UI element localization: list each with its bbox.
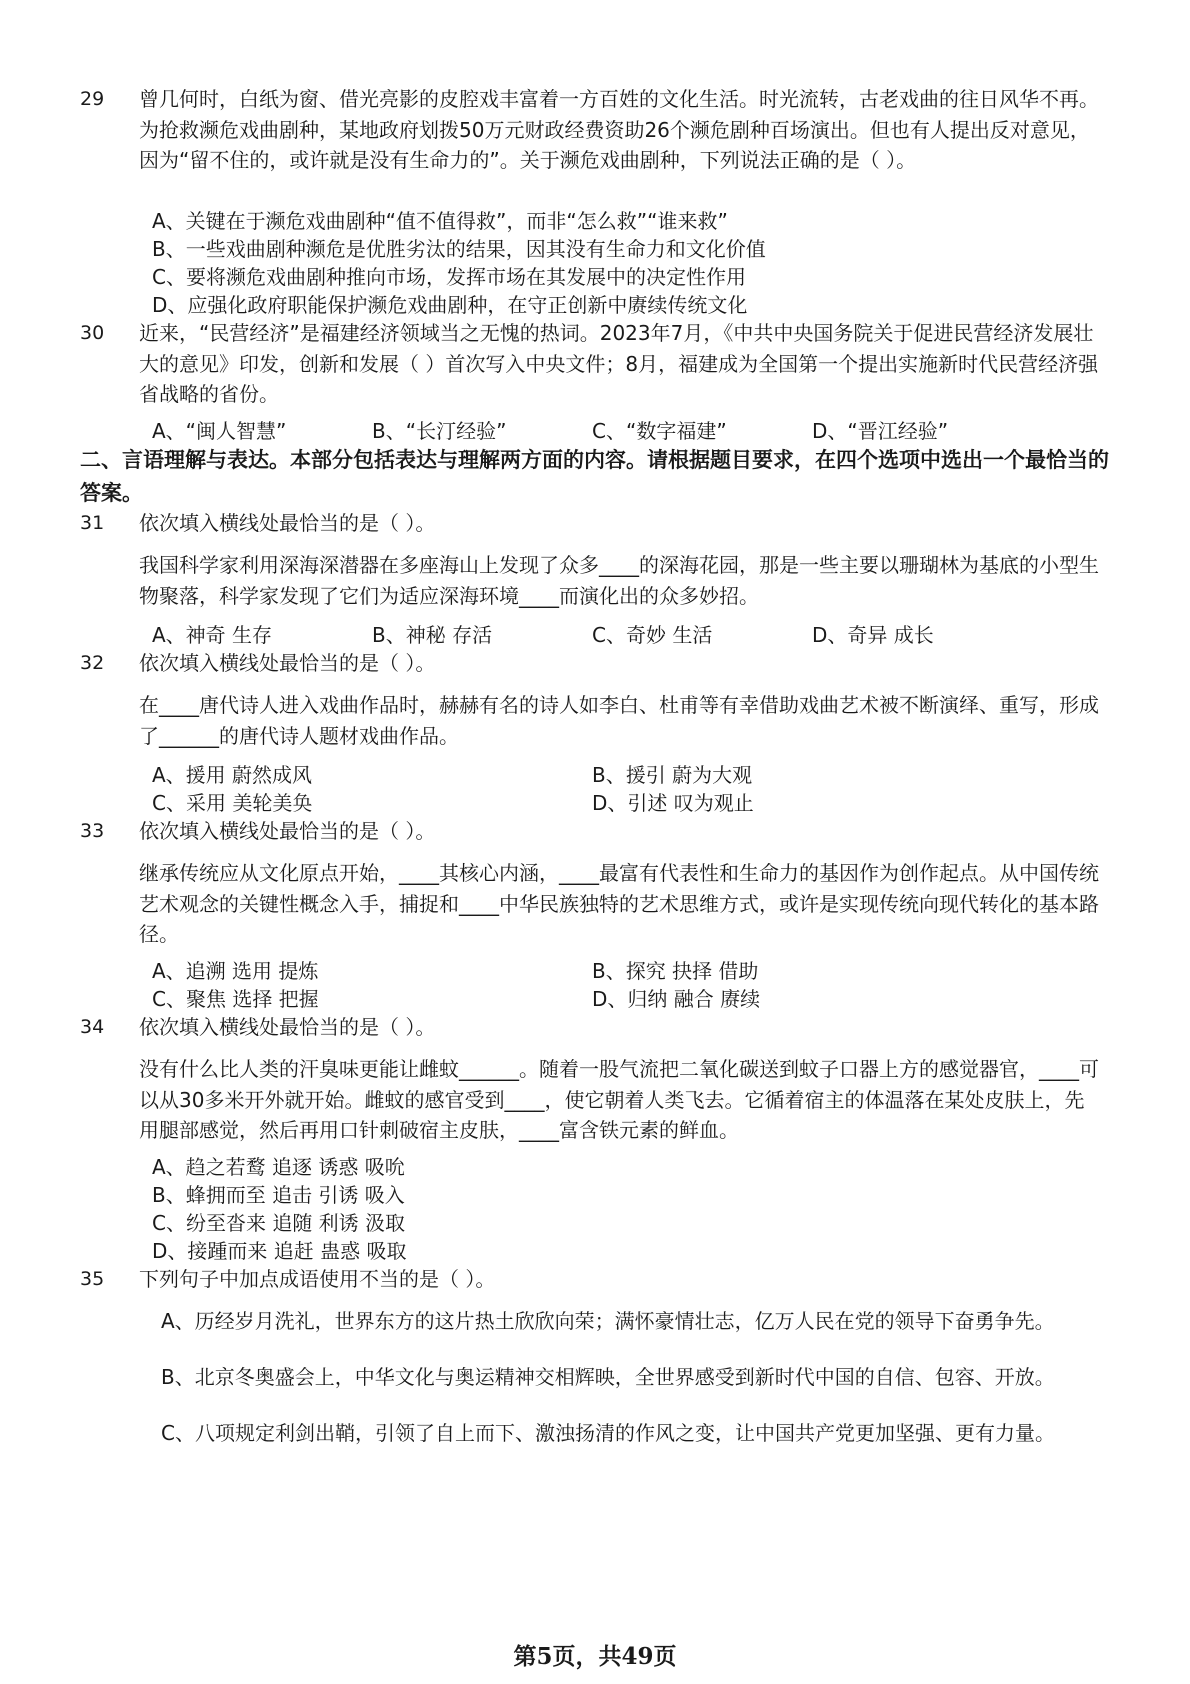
option-a: A、趋之若鹜 追逐 诱惑 吸吮 [152, 1155, 405, 1179]
question-passage: 在____唐代诗人进入戏曲作品时，赫赫有名的诗人如李白、杜甫等有幸借助戏曲艺术被不断演绎、重写，形成了______的唐代诗人题材戏曲作品。 [139, 693, 1099, 748]
option-b: B、援引 蔚为大观 [592, 763, 753, 787]
question-prompt: 下列句子中加点成语使用不当的是（ ）。 [139, 1267, 496, 1291]
question-number: 31 [80, 512, 105, 534]
option-b: B、探究 抉择 借助 [592, 959, 759, 983]
question-number: 35 [80, 1268, 105, 1290]
option-a: A、关键在于濒危戏曲剧种“值不值得救”，而非“怎么救”“谁来救” [152, 209, 728, 233]
question-prompt: 依次填入横线处最恰当的是（ ）。 [139, 511, 436, 535]
option-c: C、“数字福建” [592, 419, 727, 443]
question-passage: 继承传统应从文化原点开始，____其核心内涵，____最富有代表性和生命力的基因作为创作起点。从中国传统艺术观念的关键性概念入手，捕捉和____中华民族独特的艺术思维方式，或许是实现传统向现代转化的基本路径。 [139, 861, 1099, 946]
question-prompt: 依次填入横线处最恰当的是（ ）。 [139, 819, 436, 843]
page-number-footer: 第5页，共49页 [513, 1643, 677, 1670]
option-a: A、“闽人智慧” [152, 419, 287, 443]
option-d: D、奇异 成长 [812, 623, 934, 647]
option-a: A、追溯 选用 提炼 [152, 959, 319, 983]
question-stem: 近来，“民营经济”是福建经济领域当之无愧的热词。2023年7月，《中共中央国务院关于促进民营经济发展壮大的意见》印发，创新和发展（ ）首次写入中央文件；8月，福建成为全国第一个提出实施新时代民营经济强省战略的省份。 [139, 321, 1099, 406]
option-b: B、神秘 存活 [372, 623, 493, 647]
option-c: C、纷至沓来 追随 利诱 汲取 [152, 1211, 406, 1235]
question-prompt: 依次填入横线处最恰当的是（ ）。 [139, 1015, 436, 1039]
option-d: D、接踵而来 追赶 蛊惑 吸取 [152, 1239, 407, 1263]
option-c: C、采用 美轮美奂 [152, 791, 313, 815]
option-c: C、八项规定利剑出鞘，引领了自上而下、激浊扬清的作风之变，让中国共产党更加坚强、更有力量。 [161, 1421, 1055, 1445]
option-b: B、一些戏曲剧种濒危是优胜劣汰的结果，因其没有生命力和文化价值 [152, 237, 766, 261]
option-c: C、聚焦 选择 把握 [152, 987, 319, 1011]
question-number: 32 [80, 652, 105, 674]
option-a: A、援用 蔚然成风 [152, 763, 313, 787]
option-b: B、蜂拥而至 追击 引诱 吸入 [152, 1183, 405, 1207]
question-number: 34 [80, 1016, 105, 1038]
option-a: A、神奇 生存 [152, 623, 273, 647]
question-passage: 我国科学家利用深海深潜器在多座海山上发现了众多____的深海花园，那是一些主要以珊瑚林为基底的小型生物聚落，科学家发现了它们为适应深海环境____而演化出的众多妙招。 [139, 553, 1099, 608]
question-prompt: 依次填入横线处最恰当的是（ ）。 [139, 651, 436, 675]
question-number: 29 [80, 88, 105, 110]
option-b: B、“长汀经验” [372, 419, 507, 443]
question-stem: 曾几何时，白纸为窗、借光亮影的皮腔戏丰富着一方百姓的文化生活。时光流转，古老戏曲的往日风华不再。为抢救濒危戏曲剧种，某地政府划拨50万元财政经费资助26个濒危剧种百场演出。但也有人提出反对意见，因为“留不住的，或许就是没有生命力的”。关于濒危戏曲剧种，下列说法正确的是（ ）。 [139, 87, 1099, 172]
question-number: 33 [80, 820, 105, 842]
option-d: D、应强化政府职能保护濒危戏曲剧种，在守正创新中赓续传统文化 [152, 293, 748, 317]
option-d: D、“晋江经验” [812, 419, 949, 443]
option-b: B、北京冬奥盛会上，中华文化与奥运精神交相辉映，全世界感受到新时代中国的自信、包容、开放。 [161, 1365, 1055, 1389]
option-c: C、要将濒危戏曲剧种推向市场，发挥市场在其发展中的决定性作用 [152, 265, 746, 289]
option-c: C、奇妙 生活 [592, 623, 713, 647]
option-a: A、历经岁月洗礼，世界东方的这片热土欣欣向荣；满怀豪情壮志，亿万人民在党的领导下奋勇争先。 [161, 1309, 1055, 1333]
option-d: D、引述 叹为观止 [592, 791, 754, 815]
question-passage: 没有什么比人类的汗臭味更能让雌蚊______。随着一股气流把二氧化碳送到蚊子口器上方的感觉器官，____可以从30多米开外就开始。雌蚊的感官受到____，使它朝着人类飞去。它循着宿主的体温落在某处皮肤上，先用腿部感觉，然后再用口针刺破宿主皮肤，____富含铁元素的鲜血。 [139, 1057, 1099, 1142]
section-heading: 二、言语理解与表达。本部分包括表达与理解两方面的内容。请根据题目要求，在四个选项中选出一个最恰当的答案。 [80, 448, 1109, 505]
question-number: 30 [80, 322, 105, 344]
option-d: D、归纳 融合 赓续 [592, 987, 761, 1011]
